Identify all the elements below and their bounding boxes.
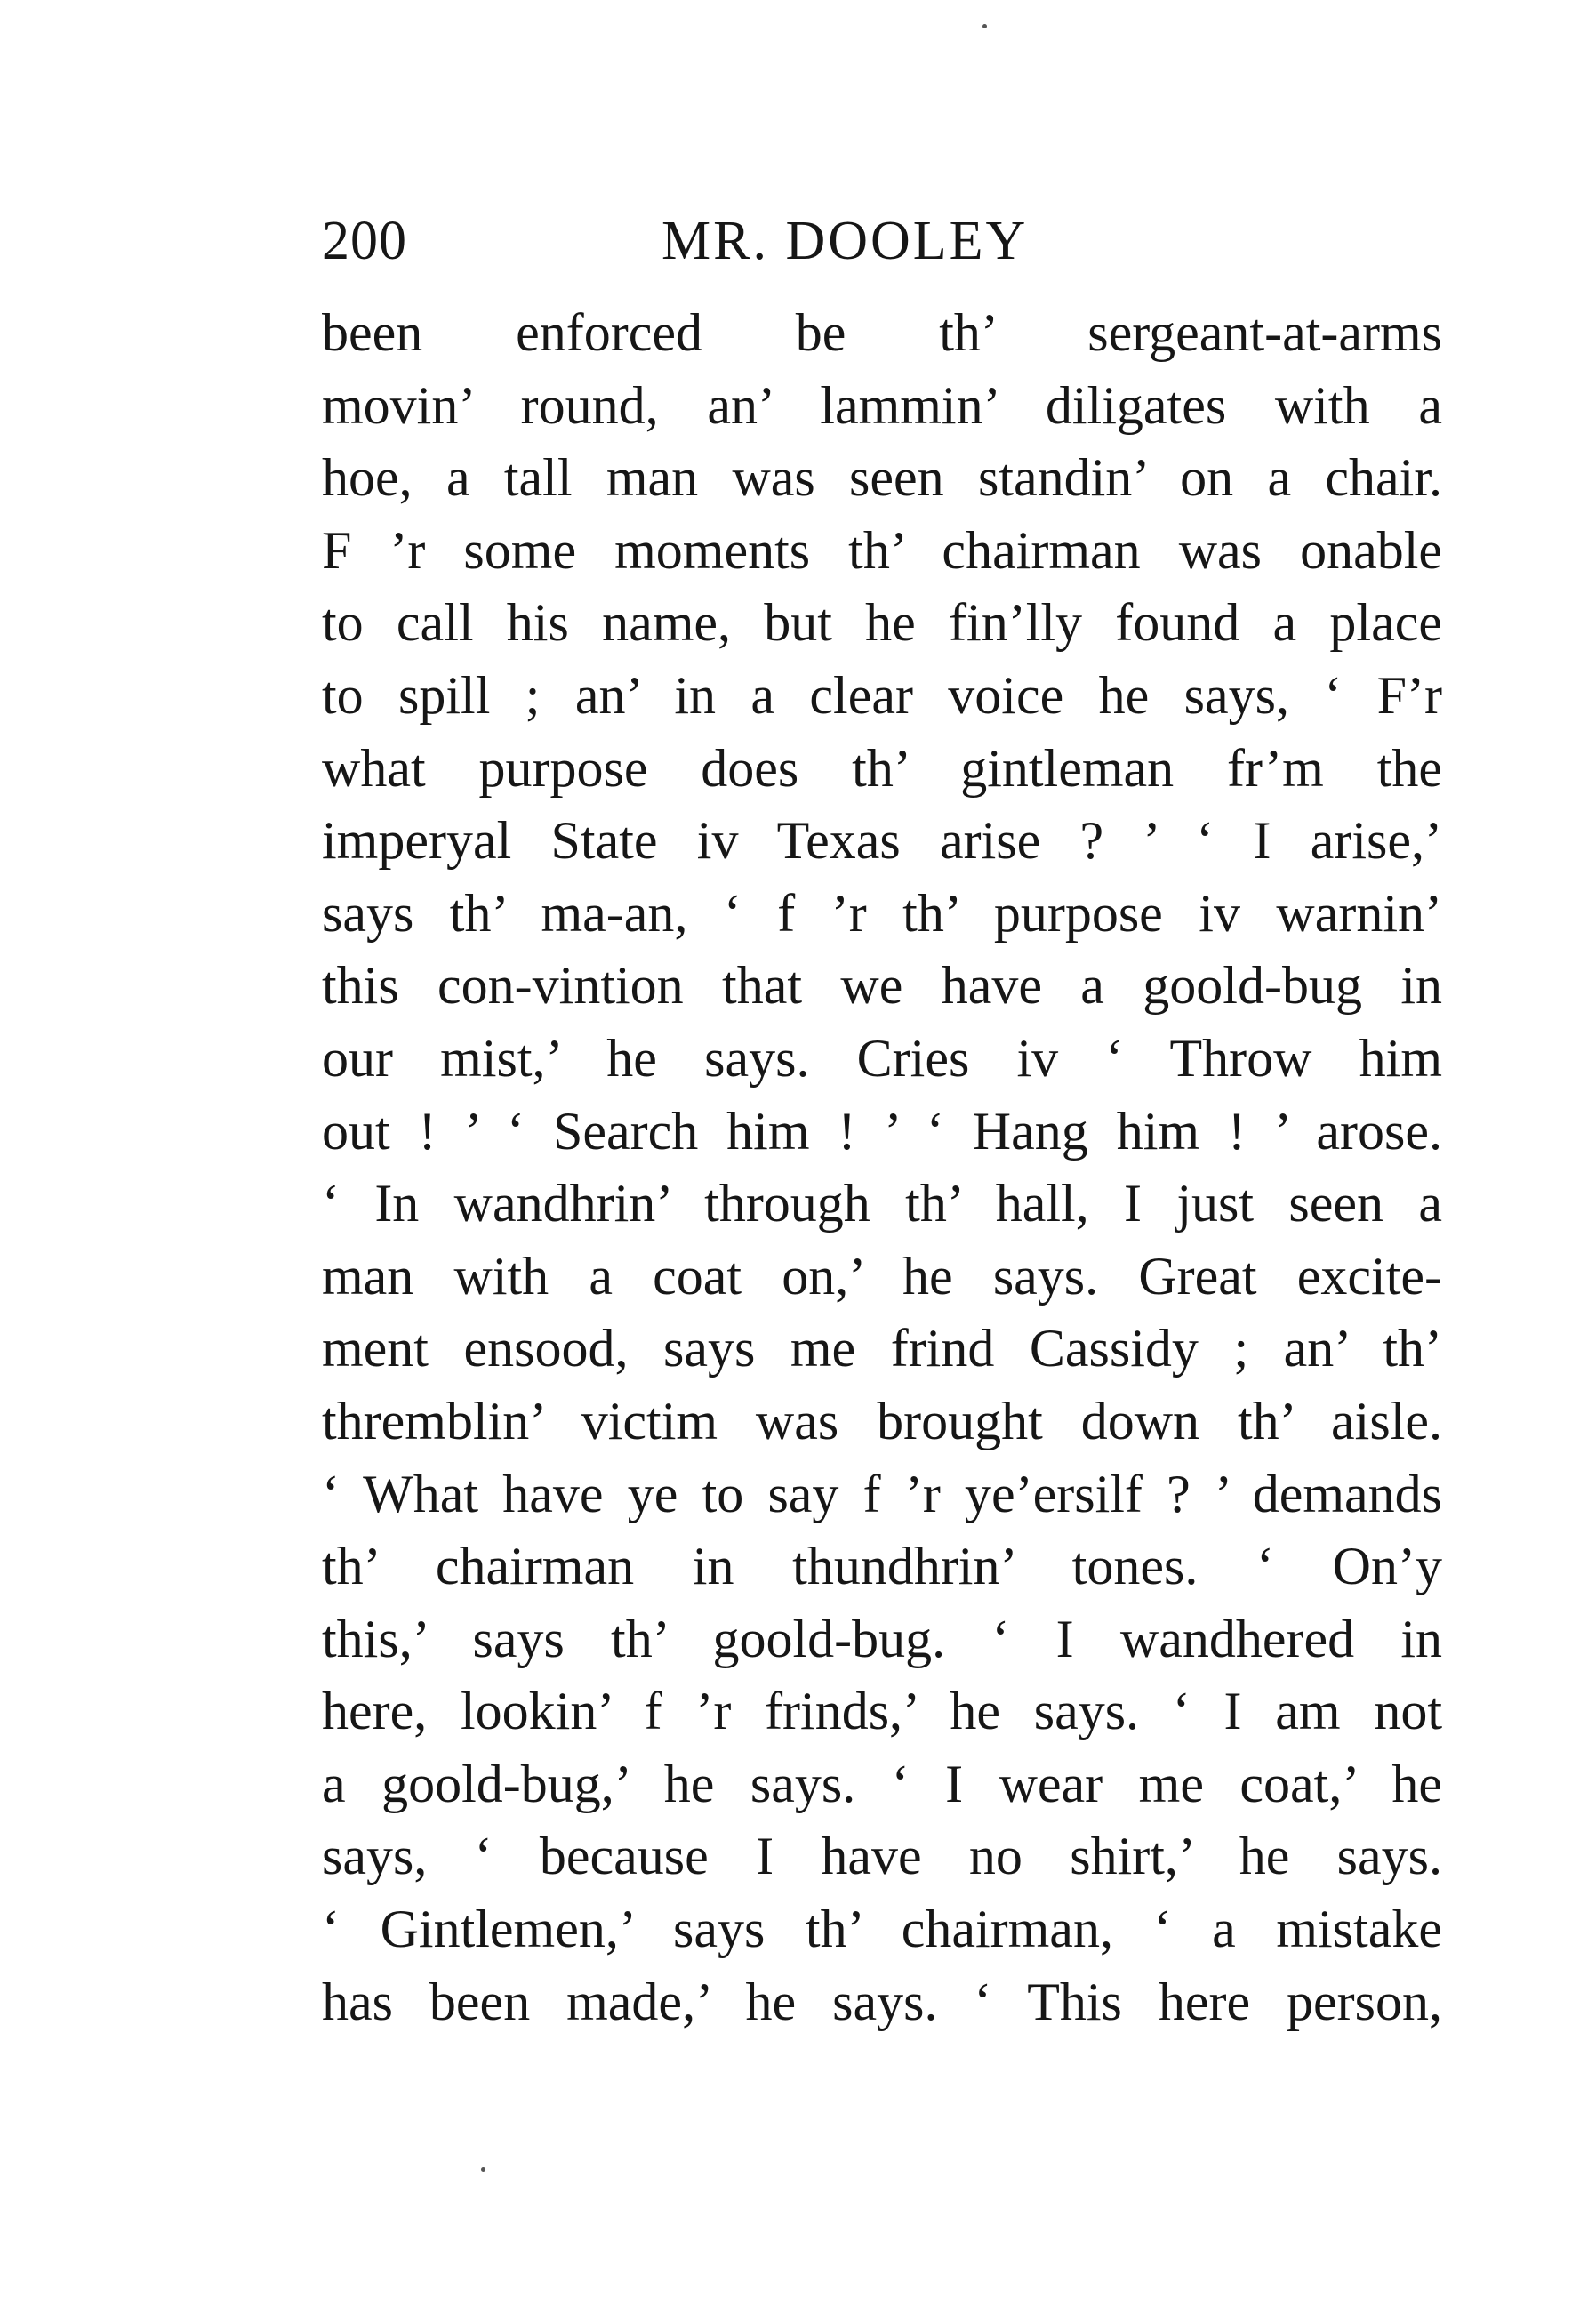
text-line: what purpose does th’ gintleman fr’m the: [322, 738, 1442, 798]
text-line: F ’r some moments th’ chairman was onable: [322, 520, 1442, 580]
text-line: ‘ What have ye to say f ’r ye’ersilf ? ’ demands: [322, 1464, 1442, 1523]
text-line: out ! ’ ‘ Search him ! ’ ‘ Hang him ! ’ arose.: [322, 1101, 1442, 1161]
text-line: man with a coat on,’ he says. Great excite-: [322, 1246, 1442, 1306]
text-line: ‘ Gintlemen,’ says th’ chairman, ‘ a mistake: [322, 1900, 1442, 1959]
text-line: ‘ In wandhrin’ through th’ hall, I just seen a: [322, 1174, 1442, 1233]
print-speck: [481, 2167, 485, 2172]
text-line: to call his name, but he fin’lly found a place: [322, 593, 1442, 653]
text-line: been enforced be th’ sergeant-at-arms: [322, 303, 1442, 362]
text-line: has been made,’ he says. ‘ This here person,: [322, 1972, 1442, 2031]
running-title: MR. DOOLEY: [662, 211, 1029, 271]
text-line: imperyal State iv Texas arise ? ’ ‘ I arise,’: [322, 811, 1442, 871]
text-line: this con-vintion that we have a goold-bug in: [322, 956, 1442, 1016]
text-line: movin’ round, an’ lammin’ diligates with a: [322, 375, 1442, 435]
body-text: [322, 297, 1442, 2038]
text-line: this,’ says th’ goold-bug. ‘ I wandhered in: [322, 1609, 1442, 1668]
page-number: 200: [322, 211, 407, 271]
text-line: our mist,’ he says. Cries iv ‘ Throw him: [322, 1028, 1442, 1088]
text-line: hoe, a tall man was seen standin’ on a chair.: [322, 448, 1442, 508]
text-line: to spill ; an’ in a clear voice he says, ‘ F’r: [322, 665, 1442, 725]
text-line: a goold-bug,’ he says. ‘ I wear me coat,’ he: [322, 1754, 1442, 1813]
text-line: says th’ ma-an, ‘ f ’r th’ purpose iv warnin’: [322, 883, 1442, 943]
text-line: says, ‘ because I have no shirt,’ he says.: [322, 1827, 1442, 1886]
running-head: [322, 201, 1442, 281]
text-line: thremblin’ victim was brought down th’ aisle.: [322, 1391, 1442, 1450]
text-line: ment ensood, says me frind Cassidy ; an’ th’: [322, 1319, 1442, 1378]
text-line: th’ chairman in thundhrin’ tones. ‘ On’y: [322, 1537, 1442, 1596]
print-speck: [982, 24, 987, 28]
text-line: here, lookin’ f ’r frinds,’ he says. ‘ I am not: [322, 1682, 1442, 1741]
